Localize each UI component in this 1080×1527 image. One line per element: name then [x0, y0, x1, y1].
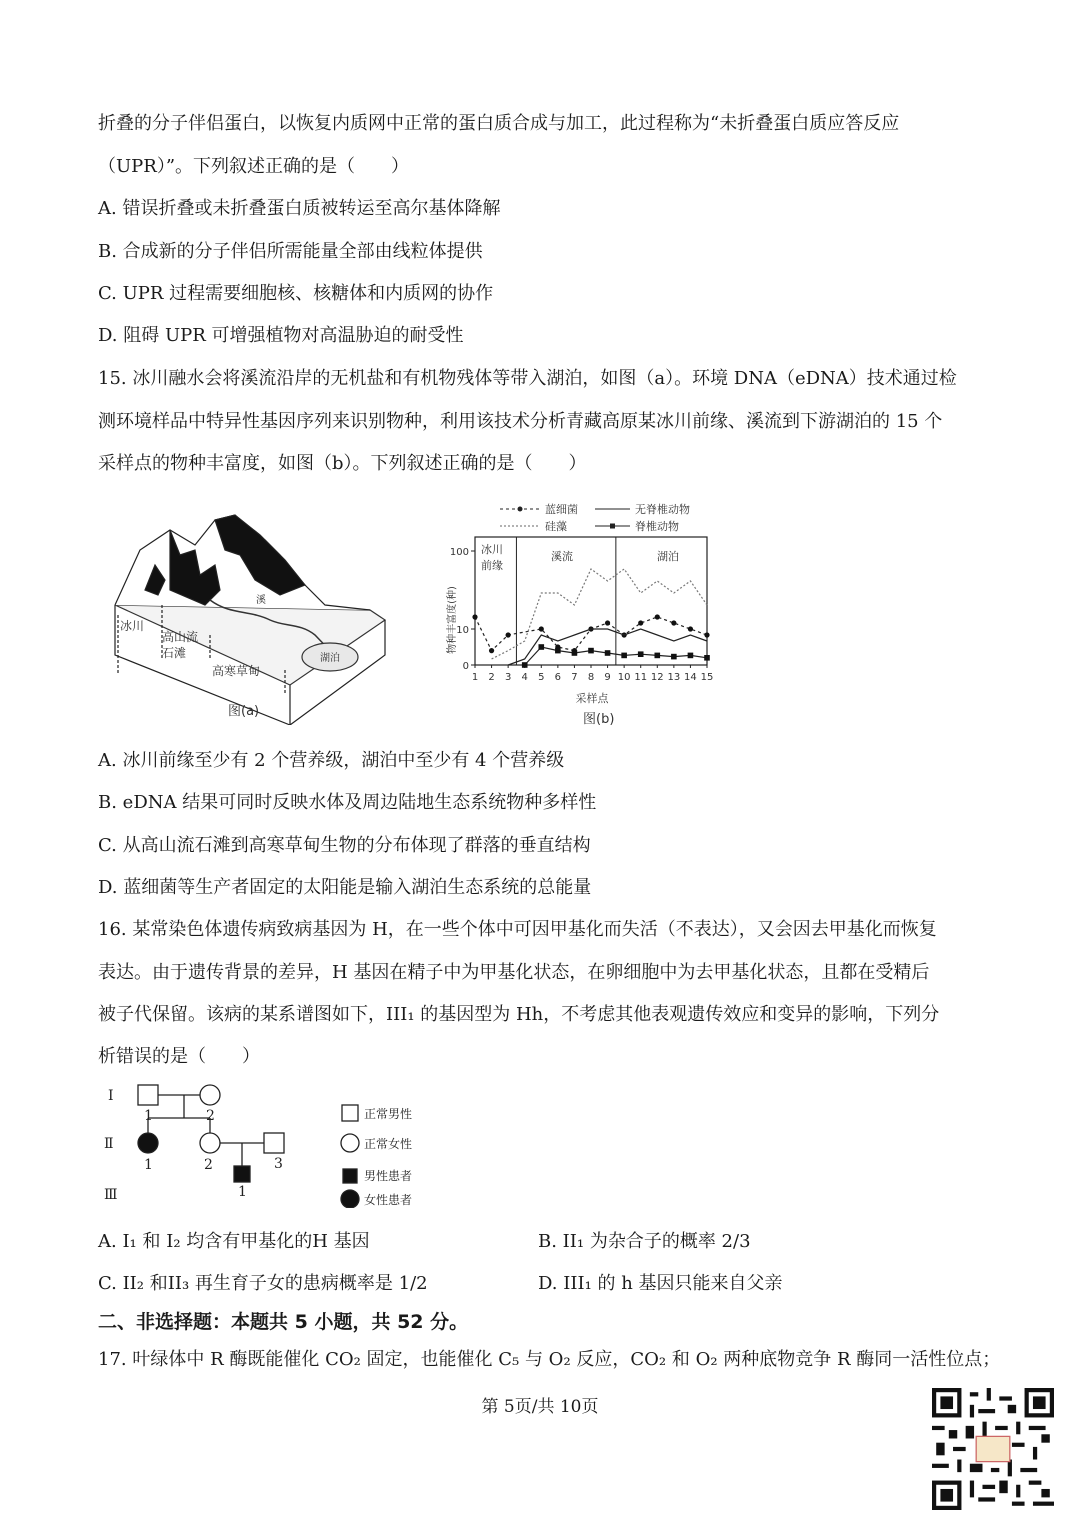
q16-option-d: D. III₁ 的 h 基因只能来自父亲	[538, 1273, 783, 1294]
y-tick-label: 0	[462, 661, 469, 672]
legend-diatom: 硅藻	[545, 520, 567, 533]
x-tick-label: 5	[538, 672, 545, 683]
ii2-normal-female	[200, 1133, 220, 1153]
x-tick-label: 9	[604, 672, 611, 683]
figure-b-line-chart	[445, 495, 725, 730]
point-cyanobacteria	[605, 620, 610, 625]
num-ii2: 2	[204, 1157, 213, 1173]
point-vertebrate	[555, 648, 561, 654]
legend-affected-female: 女性患者	[364, 1193, 413, 1207]
q16-stem-line1: 16. 某常染色体遗传病致病基因为 H，在一些个体中可因甲基化而失活（不表达），又会因去甲基化而恢复	[98, 919, 937, 940]
point-cyanobacteria	[539, 626, 544, 631]
point-vertebrate	[671, 654, 677, 660]
point-vertebrate	[638, 651, 644, 657]
x-tick-label: 4	[521, 672, 528, 683]
point-cyanobacteria	[655, 614, 660, 619]
series-line-invertebrate	[508, 629, 707, 665]
legend-normal-male: 正常男性	[364, 1107, 413, 1121]
q14-option-d: D. 阻碍 UPR 可增强植物对高温胁迫的耐受性	[98, 325, 464, 346]
point-cyanobacteria	[704, 632, 709, 637]
q15-option-d: D. 蓝细菌等生产者固定的太阳能是输入湖泊生态系统的总能量	[98, 877, 592, 898]
legend-affected-female-icon	[341, 1190, 359, 1208]
q16-option-c: C. II₂ 和II₃ 再生育子女的患病概率是 1/2	[98, 1273, 428, 1294]
figure-b-caption: 图(b)	[583, 712, 615, 727]
zone-front: 前缘	[481, 559, 503, 572]
page-footer: 第 5页/共 10页	[481, 1397, 599, 1417]
series-line-diatom	[492, 569, 707, 659]
q15-option-b: B. eDNA 结果可同时反映水体及周边陆地生态系统物种多样性	[98, 792, 597, 813]
q14-option-b: B. 合成新的分子伴侣所需能量全部由线粒体提供	[98, 241, 483, 262]
label-glacier: 冰川	[120, 619, 145, 633]
q15-option-a: A. 冰川前缘至少有 2 个营养级，湖泊中至少有 4 个营养级	[98, 750, 565, 771]
legend-normal-female: 正常女性	[364, 1137, 413, 1151]
x-tick-label: 13	[667, 672, 681, 683]
point-cyanobacteria	[671, 620, 676, 625]
q15-stem-line2: 测环境样品中特异性基因序列来识别物种，利用该技术分析青藏高原某冰川前缘、溪流到下游湖泊的 15 个	[98, 411, 943, 432]
x-tick-label: 6	[554, 672, 562, 683]
num-iii1: 1	[238, 1184, 247, 1200]
x-tick-label: 15	[700, 672, 714, 683]
x-tick-label: 1	[471, 672, 479, 683]
label-alpine-scree-1: 高山流	[162, 630, 199, 644]
legend-invertebrate: 无脊椎动物	[635, 503, 690, 516]
q14-stem-line1: 折叠的分子伴侣蛋白，以恢复内质网中正常的蛋白质合成与加工，此过程称为“未折叠蛋白质应答反应	[98, 113, 900, 134]
y-tick-label: 10	[456, 625, 469, 636]
zone-glacier: 冰川	[481, 543, 503, 556]
gen-label-iii: Ⅲ	[104, 1187, 118, 1203]
x-tick-label: 12	[650, 672, 664, 683]
legend-normal-male-icon	[342, 1105, 358, 1121]
q16-stem-line4: 析错误的是（ ）	[98, 1046, 260, 1067]
y-axis-label: 物种丰富度(种)	[447, 586, 458, 654]
num-ii1: 1	[144, 1157, 153, 1173]
legend-affected-male: 男性患者	[364, 1169, 413, 1183]
q14-stem-line2: （UPR）”。下列叙述正确的是（ ）	[98, 156, 410, 177]
q17-stem-line1: 17. 叶绿体中 R 酶既能催化 CO₂ 固定，也能催化 C₅ 与 O₂ 反应，CO₂ 和 O₂ 两种底物竞争 R 酶同一活性位点；	[98, 1349, 1001, 1370]
qr-code-icon	[932, 1388, 1054, 1510]
section-2-heading: 二、非选择题：本题共 5 小题，共 52 分。	[98, 1311, 469, 1333]
q15-stem-line1: 15. 冰川融水会将溪流沿岸的无机盐和有机物残体等带入湖泊，如图（a）。环境 DNA（eDNA）技术通过检	[98, 368, 957, 389]
point-cyanobacteria	[472, 614, 477, 619]
point-vertebrate	[621, 653, 627, 659]
label-alpine-scree-2: 石滩	[162, 646, 187, 660]
x-tick-label: 2	[488, 672, 495, 683]
x-tick-label: 11	[634, 672, 648, 683]
legend-normal-female-icon	[341, 1134, 359, 1152]
x-tick-label: 3	[504, 672, 512, 683]
label-stream: 溪	[256, 595, 266, 606]
iii1-affected-male	[234, 1166, 250, 1182]
point-vertebrate	[704, 655, 710, 661]
gen-label-ii: Ⅱ	[104, 1136, 114, 1152]
q15-option-c: C. 从高山流石滩到高寒草甸生物的分布体现了群落的垂直结构	[98, 835, 591, 856]
figure-a-terrain-diagram	[100, 495, 400, 725]
i1-normal-male	[138, 1085, 158, 1105]
i2-normal-female	[200, 1085, 220, 1105]
point-vertebrate	[588, 648, 594, 654]
legend-cyanobacteria: 蓝细菌	[545, 503, 578, 516]
point-cyanobacteria	[506, 632, 511, 637]
q15-stem-line3: 采样点的物种丰富度，如图（b）。下列叙述正确的是（ ）	[98, 453, 587, 474]
point-vertebrate	[572, 650, 578, 656]
point-vertebrate	[522, 662, 528, 668]
point-vertebrate	[605, 650, 611, 656]
zone-lake: 湖泊	[657, 550, 679, 563]
ii1-affected-female	[138, 1133, 158, 1153]
q16-stem-line2: 表达。由于遗传背景的差异，H 基因在精子中为甲基化状态，在卵细胞中为去甲基化状态，且都在受精后	[98, 962, 930, 983]
x-tick-label: 7	[571, 672, 578, 683]
q16-option-a: A. I₁ 和 I₂ 均含有甲基化的H 基因	[98, 1231, 370, 1252]
ii3-normal-male	[264, 1133, 284, 1153]
point-vertebrate	[538, 644, 544, 650]
legend-affected-male-icon	[343, 1169, 357, 1183]
point-cyanobacteria	[688, 626, 693, 631]
x-axis-label: 采样点	[575, 692, 609, 705]
point-cyanobacteria	[489, 648, 494, 653]
legend-vertebrate: 脊椎动物	[635, 520, 679, 533]
q16-option-b: B. II₁ 为杂合子的概率 2/3	[538, 1231, 751, 1252]
point-cyanobacteria	[638, 620, 643, 625]
pedigree-chart	[100, 1078, 430, 1208]
gen-label-i: I	[108, 1088, 114, 1104]
zone-stream: 溪流	[551, 550, 573, 563]
point-vertebrate	[654, 653, 660, 659]
num-ii3: 3	[274, 1156, 283, 1172]
q14-option-a: A. 错误折叠或未折叠蛋白质被转运至高尔基体降解	[98, 198, 501, 219]
x-tick-label: 8	[587, 672, 595, 683]
figure-a-caption: 图(a)	[228, 704, 260, 719]
label-alpine-meadow: 高寒草甸	[212, 664, 261, 678]
label-lake: 湖泊	[320, 653, 340, 664]
q16-stem-line3: 被子代保留。该病的某系谱图如下，III₁ 的基因型为 Hh，不考虑其他表观遗传效应和变异的影响，下列分	[98, 1004, 940, 1025]
q14-option-c: C. UPR 过程需要细胞核、核糖体和内质网的协作	[98, 283, 494, 304]
num-i2: 2	[206, 1108, 215, 1124]
point-vertebrate	[688, 653, 694, 659]
num-i1: 1	[144, 1108, 153, 1124]
x-tick-label: 10	[617, 672, 631, 683]
y-tick-label: 100	[449, 547, 469, 558]
x-tick-label: 14	[684, 672, 697, 683]
